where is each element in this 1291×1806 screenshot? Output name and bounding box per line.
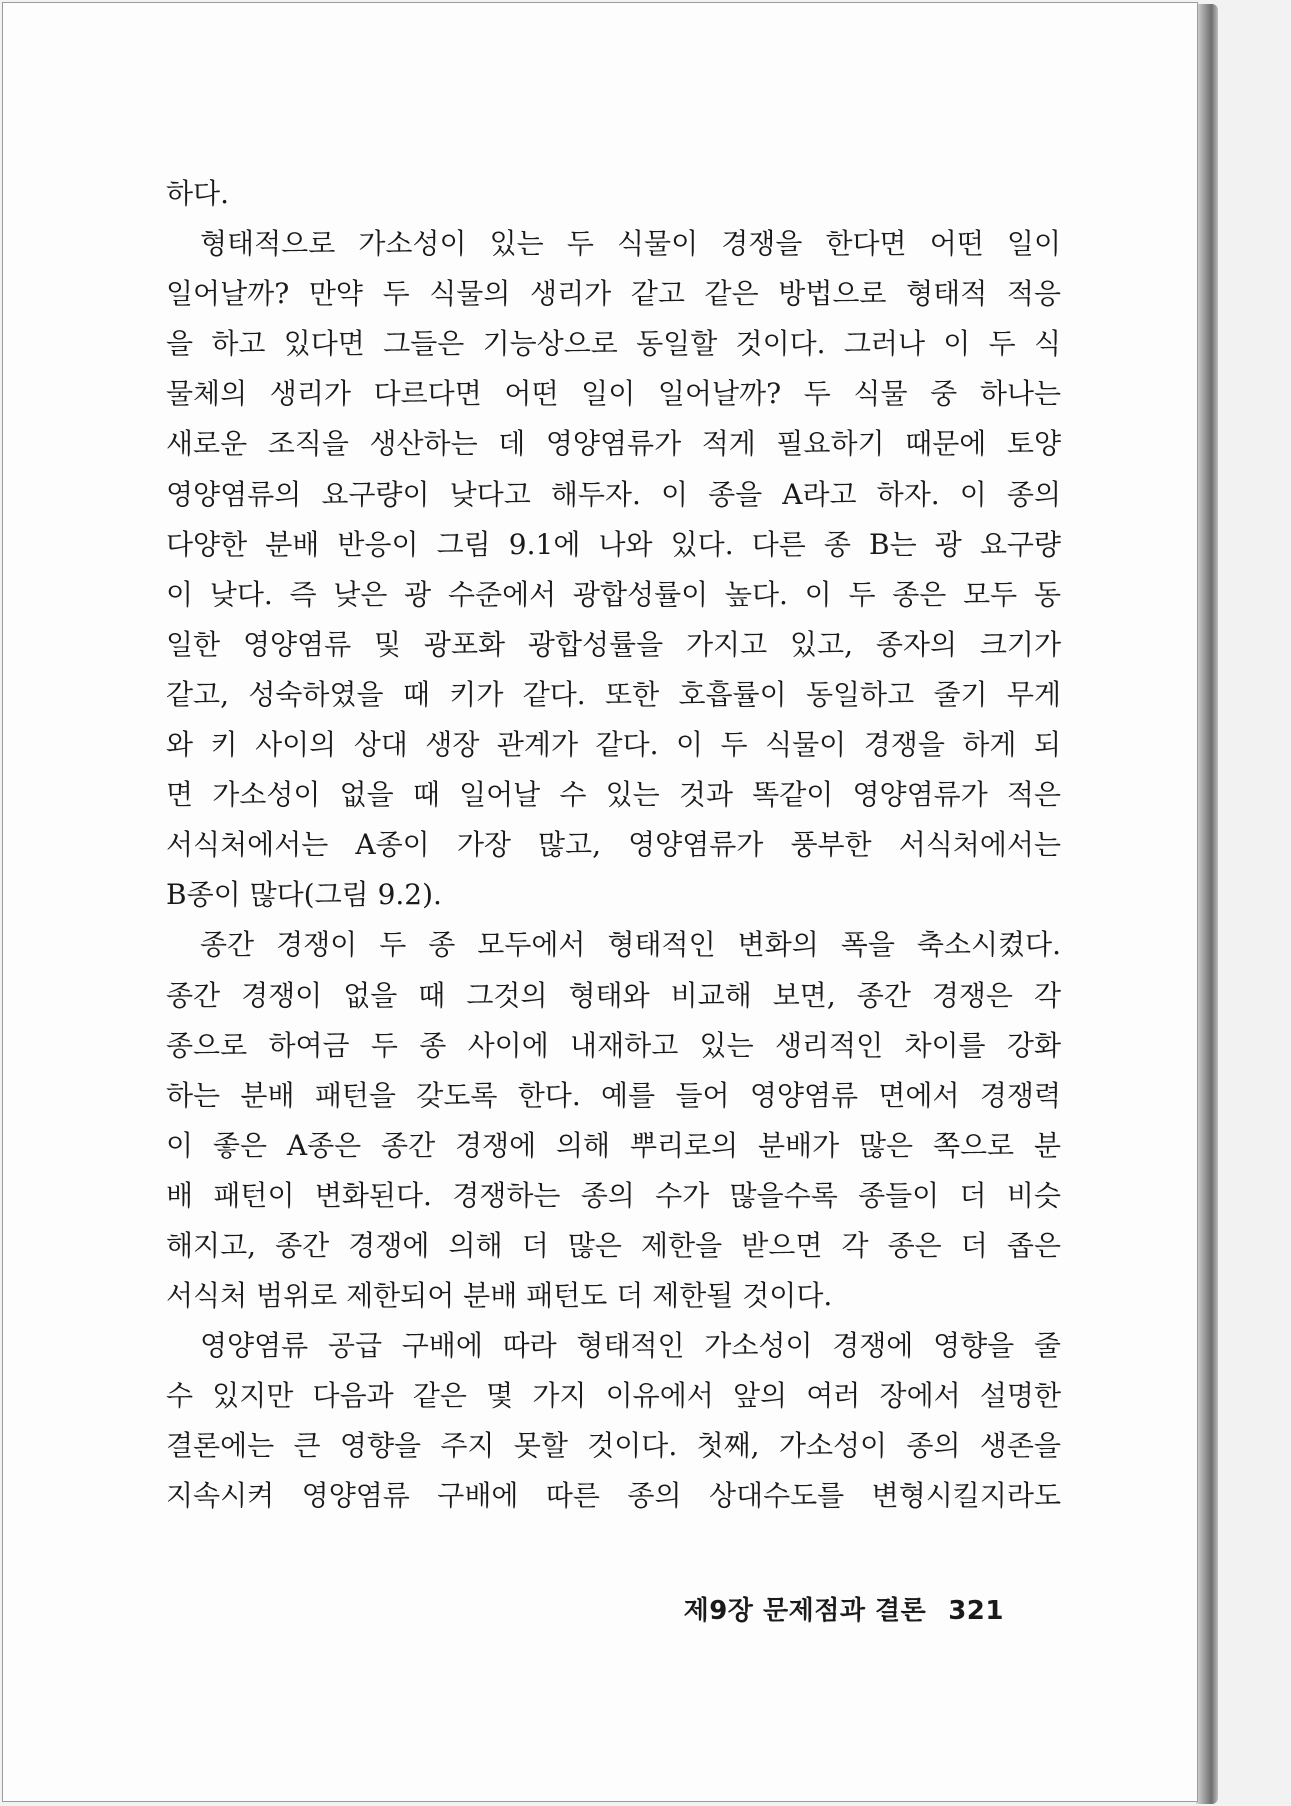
text-line: 하다.: [166, 177, 229, 210]
text-line: 종으로 하여금 두 종 사이에 내재하고 있는 생리적인 차이를 강화: [166, 1028, 1061, 1062]
text-line: 새로운 조직을 생산하는 데 영양염류가 적게 필요하기 때문에 토양: [166, 427, 1061, 461]
text-line: 물체의 생리가 다르다면 어떤 일이 일어날까? 두 식물 중 하나는: [166, 377, 1061, 411]
page-number: 321: [948, 1596, 1004, 1626]
text-line: 결론에는 큰 영향을 주지 못할 것이다. 첫째, 가소성이 종의 생존을: [166, 1429, 1061, 1463]
text-line: 와 키 사이의 상대 생장 관계가 같다. 이 두 식물이 경쟁을 하게 되: [166, 728, 1061, 762]
text-line: B종이 많다(그림 9.2).: [166, 878, 442, 912]
text-line: 영양염류의 요구량이 낮다고 해두자. 이 종을 A라고 하자. 이 종의: [166, 477, 1061, 511]
text-line: 배 패턴이 변화된다. 경쟁하는 종의 수가 많을수록 종들이 더 비슷: [166, 1178, 1061, 1212]
chapter-title: 제9장 문제점과 결론: [683, 1596, 927, 1626]
text-line: 서식처에서는 A종이 가장 많고, 영양염류가 풍부한 서식처에서는: [166, 828, 1061, 862]
text-line: 서식처 범위로 제한되어 분배 패턴도 더 제한될 것이다.: [166, 1279, 833, 1313]
page-edge: [1196, 4, 1218, 1804]
text-line: 하는 분배 패턴을 갖도록 한다. 예를 들어 영양염류 면에서 경쟁력: [166, 1078, 1061, 1112]
text-line: 해지고, 종간 경쟁에 의해 더 많은 제한을 받으면 각 종은 더 좁은: [166, 1228, 1061, 1262]
text-line: 영양염류 공급 구배에 따라 형태적인 가소성이 경쟁에 영향을 줄: [200, 1329, 1061, 1363]
text-line: 이 낮다. 즉 낮은 광 수준에서 광합성률이 높다. 이 두 종은 모두 동: [166, 577, 1061, 611]
book-page: [2, 2, 1198, 1802]
text-line: 종간 경쟁이 없을 때 그것의 형태와 비교해 보면, 종간 경쟁은 각: [166, 978, 1061, 1012]
text-line: 종간 경쟁이 두 종 모두에서 형태적인 변화의 폭을 축소시켰다.: [200, 928, 1061, 962]
text-line: 지속시켜 영양염류 구배에 따른 종의 상대수도를 변형시킬지라도: [166, 1479, 1061, 1513]
text-line: 을 하고 있다면 그들은 기능상으로 동일할 것이다. 그러나 이 두 식: [166, 327, 1061, 361]
text-line: 일어날까? 만약 두 식물의 생리가 같고 같은 방법으로 형태적 적응: [166, 277, 1061, 311]
text-line: 형태적으로 가소성이 있는 두 식물이 경쟁을 한다면 어떤 일이: [200, 227, 1061, 261]
text-line: 이 좋은 A종은 종간 경쟁에 의해 뿌리로의 분배가 많은 쪽으로 분: [166, 1128, 1061, 1162]
text-line: 다양한 분배 반응이 그림 9.1에 나와 있다. 다른 종 B는 광 요구량: [166, 527, 1061, 561]
text-line: 수 있지만 다음과 같은 몇 가지 이유에서 앞의 여러 장에서 설명한: [166, 1379, 1061, 1413]
running-footer: [684, 1590, 1004, 1627]
body-text: [166, 169, 1061, 1522]
text-line: 일한 영양염류 및 광포화 광합성률을 가지고 있고, 종자의 크기가: [166, 627, 1061, 661]
text-line: 같고, 성숙하였을 때 키가 같다. 또한 호흡률이 동일하고 줄기 무게: [166, 677, 1061, 711]
text-line: 면 가소성이 없을 때 일어날 수 있는 것과 똑같이 영양염류가 적은: [166, 778, 1061, 812]
